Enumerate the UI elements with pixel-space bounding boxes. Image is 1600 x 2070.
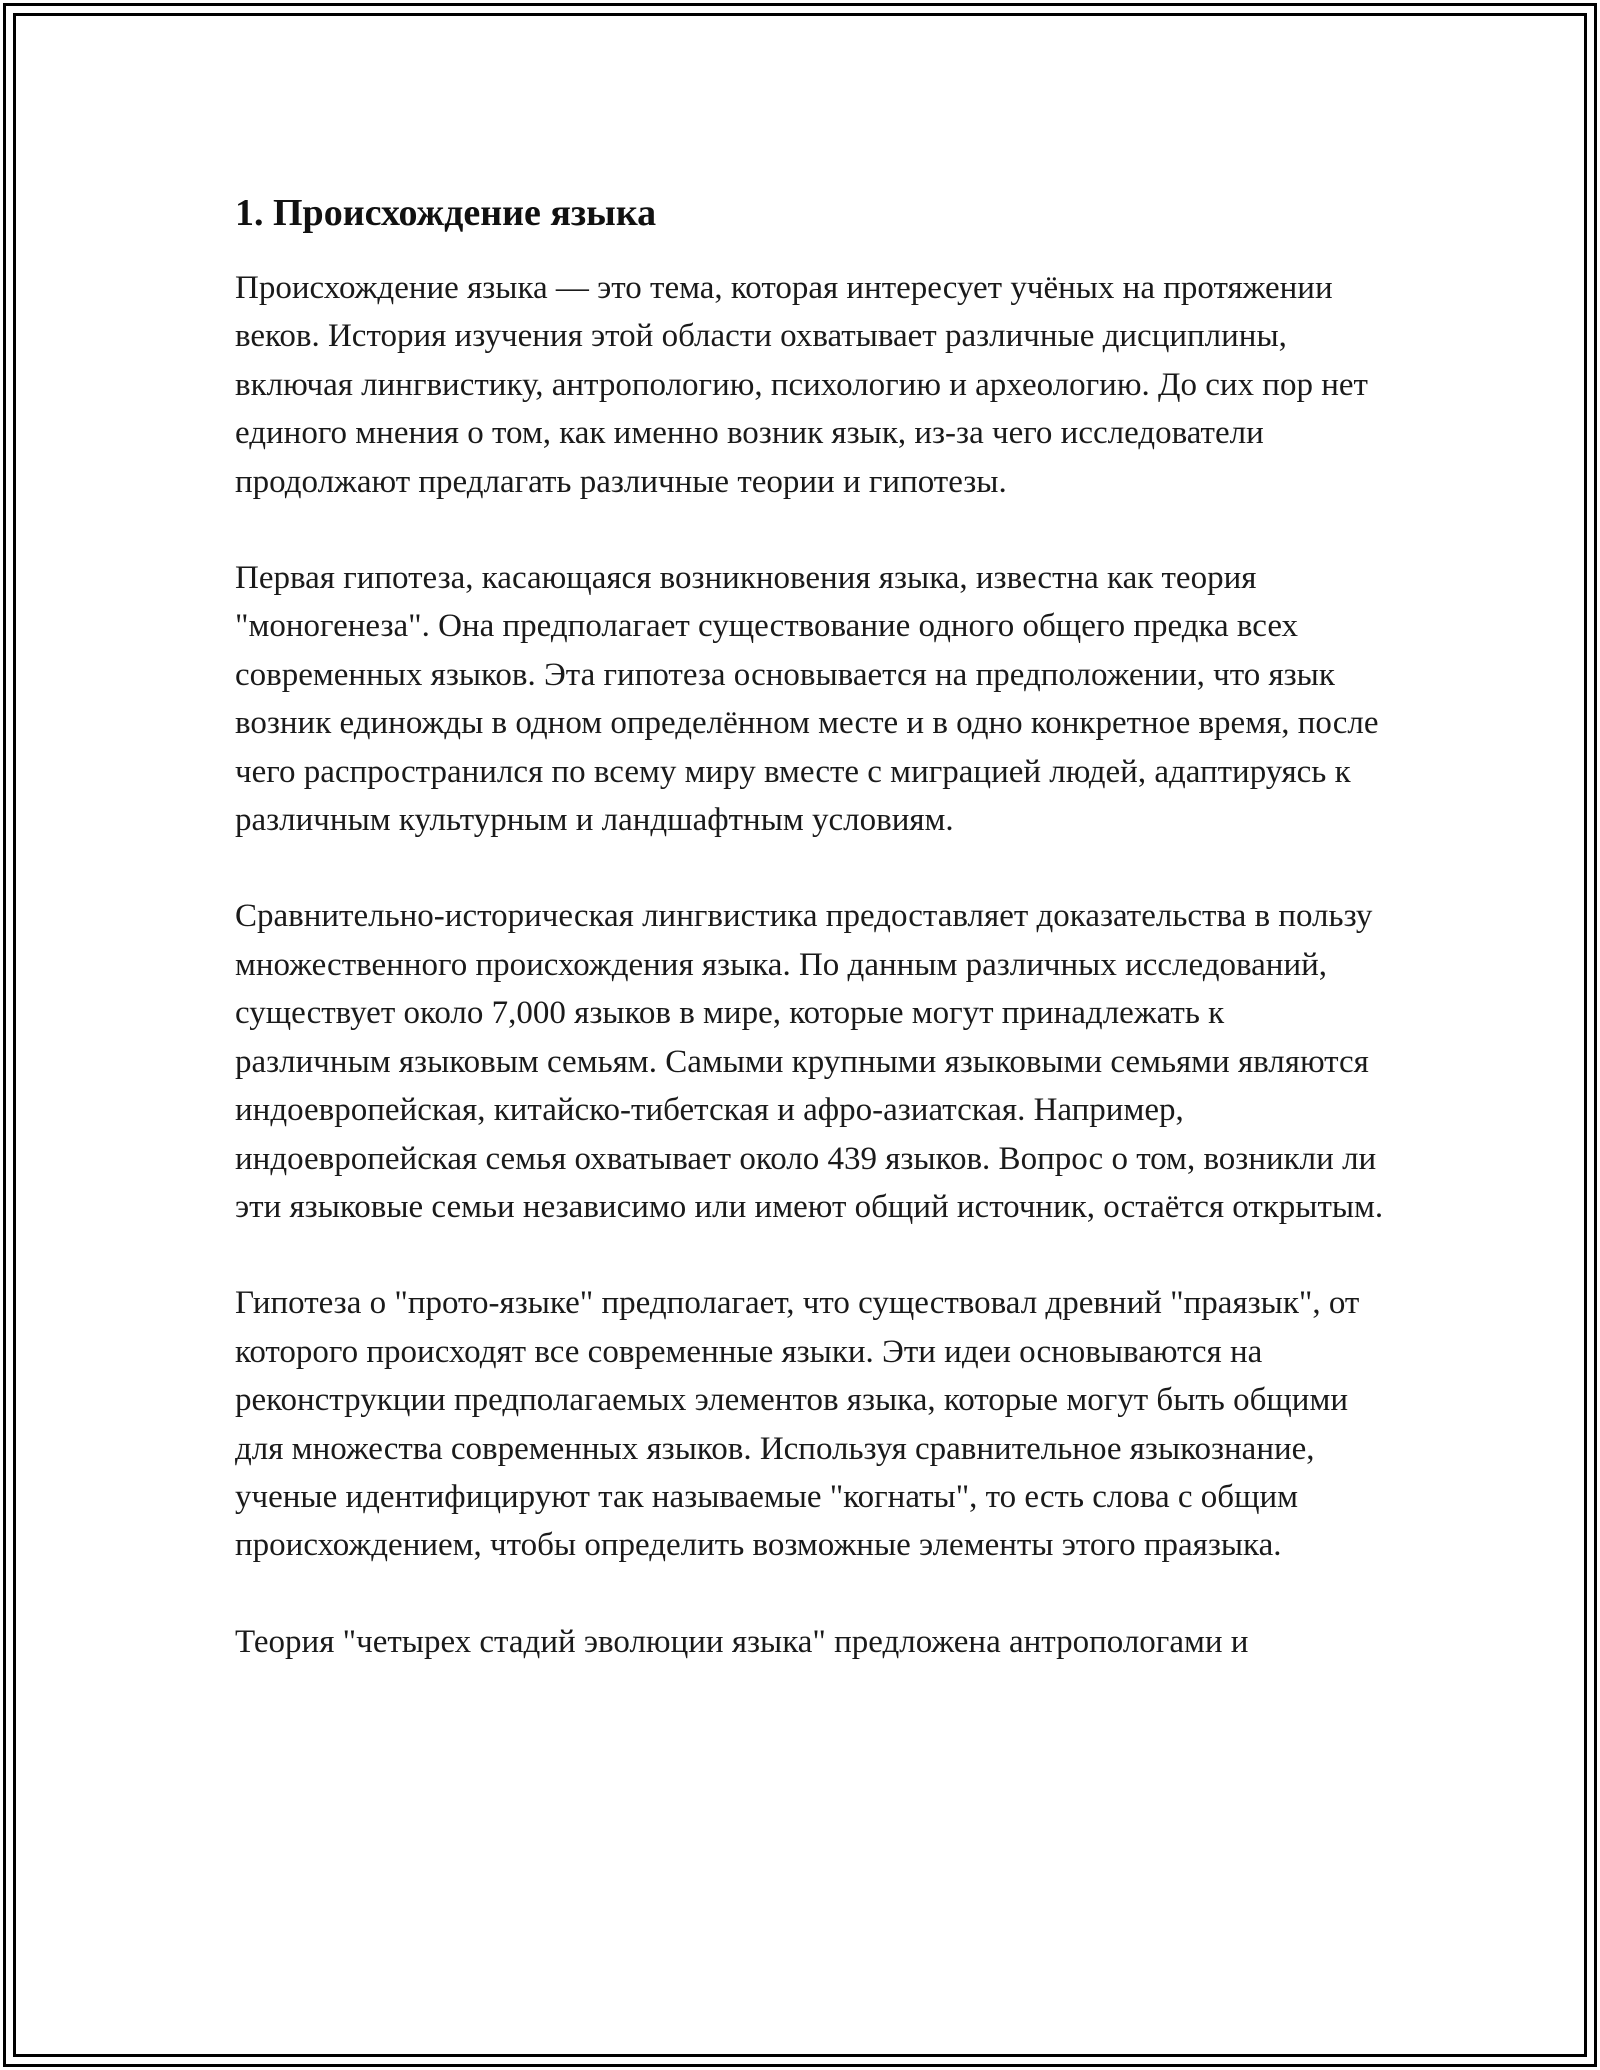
- paragraph-2: Первая гипотеза, касающаяся возникновения языка, известна как теория "моногенеза". Она предполагает существование одного общего предка всех современных языков. Эта гипотеза основывается на предположении, что язык возник единожды в одном определённом месте и в одно конкретное время, после чего распространился по всему миру вместе с миграцией людей, адаптируясь к различным культурным и ландшафтным условиям.: [235, 560, 1379, 839]
- document-body: [235, 188, 1385, 1714]
- section-heading: 1. Происхождение языка: [235, 192, 657, 234]
- paragraph-1: Происхождение языка — это тема, которая интересует учёных на протяжении веков. История изучения этой области охватывает различные дисциплины, включая лингвистику, антропологию, психологию и археологию. До сих пор нет единого мнения о том, как именно возник язык, из-за чего исследователи продолжают предлагать различные теории и гипотезы.: [235, 270, 1368, 500]
- paragraph-3: Сравнительно-историческая лингвистика предоставляет доказательства в пользу множественного происхождения языка. По данным различных исследований, существует около 7,000 языков в мире, которые могут принадлежать к различным языковым семьям. Самыми крупными языковыми семьями являются индоевропейская, китайско-тибетская и афро-азиатская. Например, индоевропейская семья охватывает около 439 языков. Вопрос о том, возникли ли эти языковые семьи независимо или имеют общий источник, остаётся открытым.: [235, 898, 1384, 1225]
- paragraph-4: Гипотеза о "прото-языке" предполагает, что существовал древний "праязык", от которого происходят все современные языки. Эти идеи основываются на реконструкции предполагаемых элементов языка, которые могут быть общими для множества современных языков. Используя сравнительное языкознание, ученые идентифицируют так называемые "когнаты", то есть слова с общим происхождением, чтобы определить возможные элементы этого праязыка.: [235, 1285, 1360, 1564]
- paragraph-5: Теория "четырех стадий эволюции языка" предложена антропологами и: [235, 1623, 1249, 1660]
